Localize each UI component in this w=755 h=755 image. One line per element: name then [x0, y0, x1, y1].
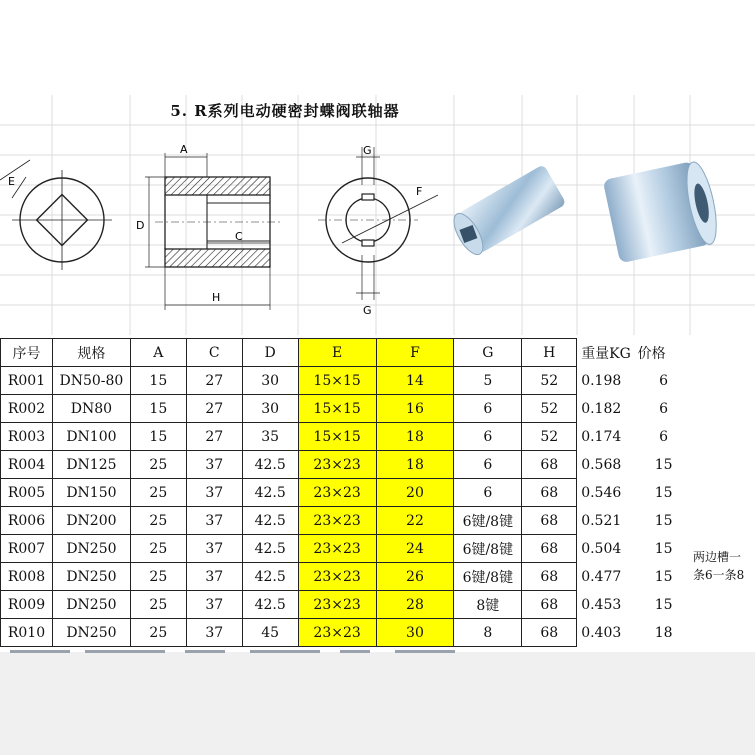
- cell-d: 42.5: [242, 563, 298, 591]
- cell-g: 6: [454, 451, 522, 479]
- dim-label-e: E: [8, 175, 15, 188]
- cell-d: 30: [242, 367, 298, 395]
- header-a: A: [130, 339, 186, 367]
- cell-index: R008: [1, 563, 53, 591]
- cell-spec: DN200: [52, 507, 130, 535]
- cell-f: 14: [376, 367, 454, 395]
- cell-spec: DN50-80: [52, 367, 130, 395]
- dim-label-h: H: [212, 291, 221, 304]
- cell-g: 6: [454, 423, 522, 451]
- cell-index: R001: [1, 367, 53, 395]
- table-row: [1, 395, 755, 423]
- empty-cell: [690, 619, 755, 647]
- cell-c: 37: [186, 535, 242, 563]
- dim-label-g-top: G: [363, 144, 372, 157]
- table-row: [1, 451, 755, 479]
- table-row: [1, 563, 755, 591]
- empty-cell: [690, 395, 755, 423]
- cell-weight: 0.546: [581, 484, 622, 501]
- cell-h: 68: [522, 507, 577, 535]
- header-e: E: [298, 339, 376, 367]
- cell-weight: 0.568: [581, 456, 622, 473]
- cell-c: 37: [186, 479, 242, 507]
- cell-c: 27: [186, 395, 242, 423]
- cell-price: 15: [654, 484, 673, 501]
- cell-a: 25: [130, 479, 186, 507]
- cell-e: 23×23: [298, 563, 376, 591]
- cell-weight: 0.174: [581, 428, 622, 445]
- note-line-1: 两边槽一: [693, 550, 742, 564]
- cell-e: 23×23: [298, 591, 376, 619]
- cell-g: 6: [454, 395, 522, 423]
- cell-h: 68: [522, 451, 577, 479]
- table-row: [1, 423, 755, 451]
- cell-g: 8键: [454, 591, 522, 619]
- header-price: 价格: [637, 345, 666, 362]
- cell-e: 23×23: [298, 479, 376, 507]
- cell-spec: DN150: [52, 479, 130, 507]
- cell-spec: DN250: [52, 591, 130, 619]
- cell-price: 6: [659, 400, 669, 417]
- header-c: C: [186, 339, 242, 367]
- cell-price: 15: [654, 540, 673, 557]
- cell-weight: 0.453: [581, 596, 622, 613]
- header-h: H: [522, 339, 577, 367]
- cell-d: 42.5: [242, 535, 298, 563]
- cell-f: 26: [376, 563, 454, 591]
- cell-f: 24: [376, 535, 454, 563]
- page-title: 5. R系列电动硬密封蝶阀联轴器: [170, 102, 400, 120]
- empty-cell: [690, 479, 755, 507]
- note-line-2: 条6一条8: [693, 568, 745, 582]
- dim-label-g-bottom: G: [363, 304, 372, 317]
- cell-price: 18: [654, 624, 673, 641]
- empty-cell: [690, 591, 755, 619]
- cell-d: 42.5: [242, 451, 298, 479]
- bottom-gray-area: [0, 652, 755, 755]
- cell-h: 52: [522, 395, 577, 423]
- cell-g: 6键/8键: [454, 507, 522, 535]
- cell-a: 25: [130, 451, 186, 479]
- cell-d: 42.5: [242, 591, 298, 619]
- technical-drawings: [0, 125, 755, 325]
- keyway-view: [318, 144, 438, 317]
- cell-a: 25: [130, 507, 186, 535]
- cell-g: 6键/8键: [454, 535, 522, 563]
- cell-index: R003: [1, 423, 53, 451]
- cell-f: 18: [376, 423, 454, 451]
- empty-cell: [690, 367, 755, 395]
- cell-e: 15×15: [298, 395, 376, 423]
- cell-spec: DN250: [52, 563, 130, 591]
- cell-a: 15: [130, 367, 186, 395]
- cell-c: 37: [186, 591, 242, 619]
- header-spec: 规格: [52, 339, 130, 367]
- cell-spec: DN250: [52, 535, 130, 563]
- cell-price: 15: [654, 456, 673, 473]
- cell-price: 15: [654, 568, 673, 585]
- cell-d: 42.5: [242, 479, 298, 507]
- table-row: [1, 535, 755, 563]
- cell-a: 25: [130, 563, 186, 591]
- header-g: G: [454, 339, 522, 367]
- cell-f: 30: [376, 619, 454, 647]
- product-photo-upright: [603, 159, 722, 264]
- dim-label-c: C: [235, 230, 243, 243]
- cell-d: 42.5: [242, 507, 298, 535]
- cell-c: 37: [186, 451, 242, 479]
- cell-d: 30: [242, 395, 298, 423]
- cell-h: 68: [522, 563, 577, 591]
- dim-label-a: A: [180, 143, 188, 156]
- cell-weight: 0.198: [581, 372, 622, 389]
- empty-cell: [690, 339, 755, 367]
- cell-a: 25: [130, 591, 186, 619]
- cell-h: 52: [522, 423, 577, 451]
- cell-f: 28: [376, 591, 454, 619]
- product-photo-angled: [448, 164, 566, 259]
- cell-price: 15: [654, 512, 673, 529]
- cell-spec: DN250: [52, 619, 130, 647]
- cell-spec: DN80: [52, 395, 130, 423]
- keyway-note: [693, 548, 755, 584]
- cell-index: R006: [1, 507, 53, 535]
- cell-c: 37: [186, 563, 242, 591]
- cell-index: R002: [1, 395, 53, 423]
- cell-spec: DN100: [52, 423, 130, 451]
- cell-index: R004: [1, 451, 53, 479]
- cell-f: 18: [376, 451, 454, 479]
- cell-e: 23×23: [298, 451, 376, 479]
- section-view: [136, 143, 280, 310]
- cell-h: 68: [522, 619, 577, 647]
- cell-a: 25: [130, 535, 186, 563]
- cell-weight: 0.521: [581, 512, 622, 529]
- cell-g: 6: [454, 479, 522, 507]
- dim-label-f: F: [416, 185, 423, 198]
- cell-d: 35: [242, 423, 298, 451]
- cell-e: 15×15: [298, 367, 376, 395]
- cell-a: 15: [130, 423, 186, 451]
- cell-c: 37: [186, 619, 242, 647]
- cell-index: R009: [1, 591, 53, 619]
- cell-a: 15: [130, 395, 186, 423]
- cell-f: 16: [376, 395, 454, 423]
- header-d: D: [242, 339, 298, 367]
- table-row: [1, 479, 755, 507]
- cell-e: 23×23: [298, 535, 376, 563]
- table-row: [1, 619, 755, 647]
- cell-index: R007: [1, 535, 53, 563]
- dim-label-d: D: [136, 219, 145, 232]
- header-weight: 重量KG: [581, 345, 631, 362]
- cell-h: 68: [522, 535, 577, 563]
- front-view-square-bore: [0, 160, 112, 270]
- cell-weight: 0.477: [581, 568, 622, 585]
- cell-g: 5: [454, 367, 522, 395]
- empty-cell: [690, 451, 755, 479]
- table-header-row: [1, 339, 755, 367]
- cell-price: 6: [659, 372, 669, 389]
- header-index: 序号: [1, 339, 53, 367]
- cell-h: 68: [522, 479, 577, 507]
- cell-g: 6键/8键: [454, 563, 522, 591]
- cell-index: R010: [1, 619, 53, 647]
- cell-spec: DN125: [52, 451, 130, 479]
- table-row: [1, 507, 755, 535]
- cell-c: 37: [186, 507, 242, 535]
- cell-price: 6: [659, 428, 669, 445]
- header-f: F: [376, 339, 454, 367]
- cropped-text-remnant: [10, 649, 510, 655]
- cell-weight: 0.182: [581, 400, 622, 417]
- cell-weight: 0.504: [581, 540, 622, 557]
- empty-cell: [690, 507, 755, 535]
- cell-e: 23×23: [298, 619, 376, 647]
- cell-h: 52: [522, 367, 577, 395]
- cell-a: 25: [130, 619, 186, 647]
- cell-index: R005: [1, 479, 53, 507]
- cell-f: 20: [376, 479, 454, 507]
- cell-c: 27: [186, 423, 242, 451]
- cell-weight: 0.403: [581, 624, 622, 641]
- cell-f: 22: [376, 507, 454, 535]
- cell-h: 68: [522, 591, 577, 619]
- cell-g: 8: [454, 619, 522, 647]
- cell-c: 27: [186, 367, 242, 395]
- cell-e: 15×15: [298, 423, 376, 451]
- empty-cell: [690, 423, 755, 451]
- table-row: [1, 367, 755, 395]
- cell-d: 45: [242, 619, 298, 647]
- cell-e: 23×23: [298, 507, 376, 535]
- spec-table: [0, 338, 755, 647]
- table-row: [1, 591, 755, 619]
- cell-price: 15: [654, 596, 673, 613]
